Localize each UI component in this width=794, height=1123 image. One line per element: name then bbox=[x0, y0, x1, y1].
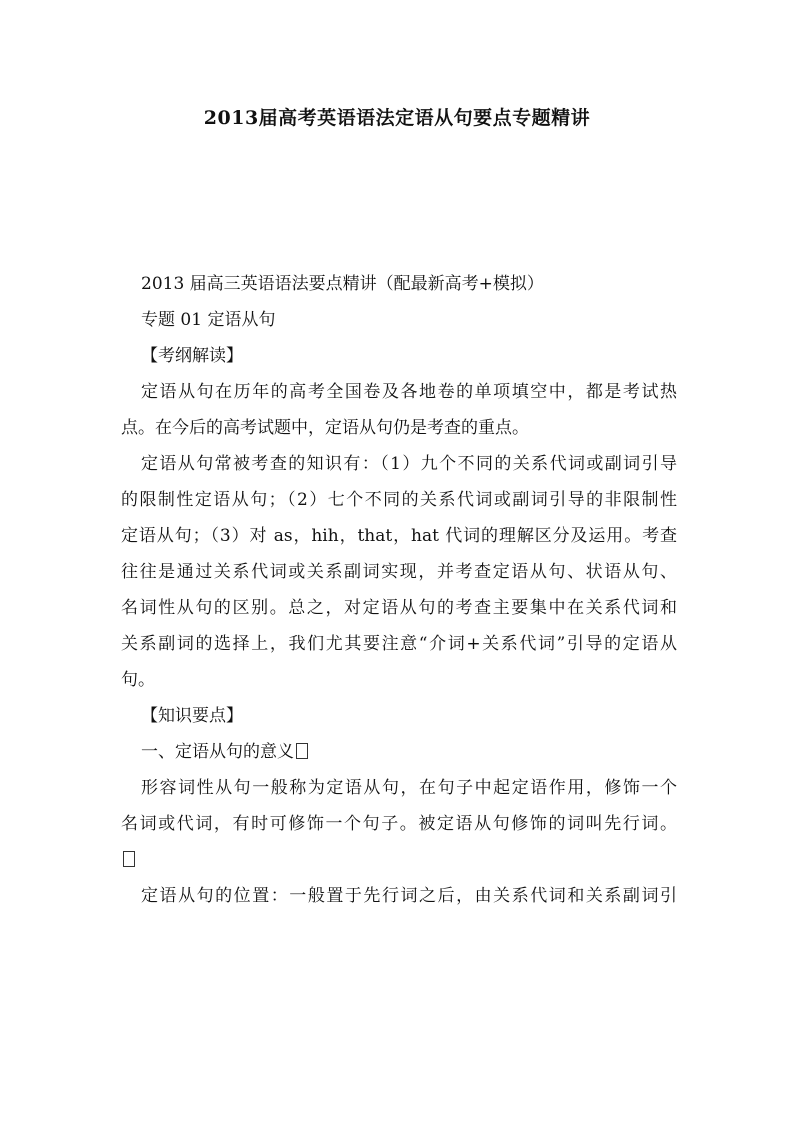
subheading-text: 一、定语从句的意义 bbox=[141, 742, 294, 762]
paragraph-line: 定语从句在历年的高考全国卷及各地卷的单项填空中，都是考试热 bbox=[141, 382, 677, 402]
paragraph-line: 定语从句常被考查的知识有：（1）九个不同的关系代词或副词引导 bbox=[141, 454, 677, 474]
section-heading: 【知识要点】 bbox=[141, 706, 243, 726]
document-body bbox=[121, 268, 677, 916]
paragraph-line: 关系副词的选择上，我们尤其要注意“介词+关系代词”引导的定语从 bbox=[121, 634, 677, 654]
subheading-line bbox=[121, 736, 677, 772]
paragraph-line: 的限制性定语从句；（2）七个不同的关系代词或副词引导的非限制性 bbox=[121, 490, 677, 510]
paragraph-line: 名词或代词，有时可修饰一个句子。被定语从句修饰的词叫先行词。 bbox=[121, 814, 677, 834]
paragraph-line: 形容词性从句一般称为定语从句，在句子中起定语作用，修饰一个 bbox=[141, 778, 677, 798]
paragraph-line: 往往是通过关系代词或关系副词实现，并考查定语从句、状语从句、 bbox=[121, 562, 677, 582]
paragraph-line: 句。 bbox=[121, 670, 155, 690]
paragraph-line: 名词性从句的区别。总之，对定语从句的考查主要集中在关系代词和 bbox=[121, 598, 677, 618]
section-heading: 【考纲解读】 bbox=[141, 346, 243, 366]
paragraph-line: 定语从句；（3）对 as，hih，that，hat 代词的理解区分及运用。考查 bbox=[121, 526, 677, 546]
document-title: 2013届高考英语语法定语从句要点专题精讲 bbox=[203, 107, 591, 129]
paragraph-line: 定语从句的位置：一般置于先行词之后，由关系代词和关系副词引 bbox=[141, 886, 677, 906]
paragraph-line: 点。在今后的高考试题中，定语从句仍是考查的重点。 bbox=[121, 418, 529, 438]
paragraph-line: 2013 届高三英语语法要点精讲（配最新高考+模拟） bbox=[141, 274, 544, 294]
section-heading: 专题 01 定语从句 bbox=[141, 310, 276, 330]
missing-glyph-icon bbox=[296, 743, 308, 759]
missing-glyph-icon bbox=[123, 851, 135, 867]
glyph-line bbox=[121, 844, 677, 880]
